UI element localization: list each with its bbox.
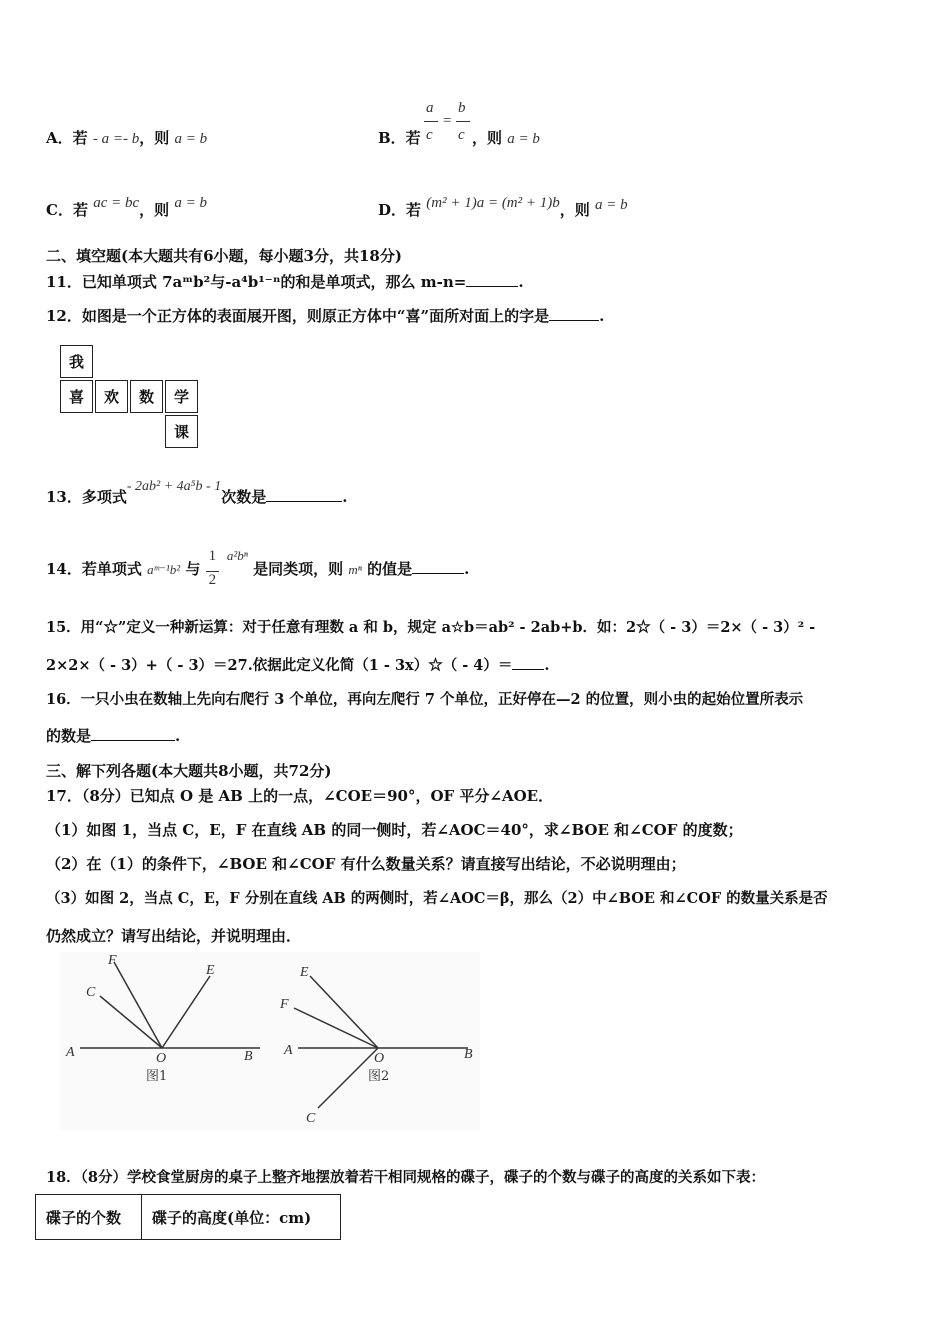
option-d-condition: (m² + 1)a = (m² + 1)b <box>426 195 560 211</box>
answer-blank <box>266 500 342 502</box>
question-15-line2: 2×2×（ - 3）+（ - 3）＝27.依据此定义化简（1 - 3x）☆（ - 4）＝ . <box>46 657 550 674</box>
table-row <box>36 1195 341 1240</box>
section-heading-solve: 三、解下列各题(本大题共8小题，共72分) <box>46 762 332 780</box>
section-heading-fill-in: 二、填空题(本大题共有6小题，每小题3分，共18分) <box>46 247 402 265</box>
question-12: 12．如图是一个正方体的表面展开图，则原正方体中“喜”面所对面上的字是 . <box>46 307 605 325</box>
answer-blank <box>512 668 544 670</box>
net-cell: 数 <box>130 380 163 413</box>
table-header-height: 碟子的高度(单位：cm) <box>142 1195 341 1240</box>
label-c: C <box>86 985 96 1000</box>
option-d: D．若 (m² + 1)a = (m² + 1)b，则 a = b <box>378 195 628 219</box>
option-a-result: a = b <box>174 131 208 147</box>
question-15-line1: 15．用“☆”定义一种新运算：对于任意有理数 a 和 b，规定 a☆b＝ab² - 2ab+b．如：2☆（ - 3）＝2×（ - 3）² - <box>46 619 816 636</box>
option-c: C．若 ac = bc，则 a = b <box>46 195 207 219</box>
question-17-part1: （1）如图 1，当点 C，E，F 在直线 AB 的同一侧时，若∠AOC＝40°，求∠BOE 和∠COF 的度数； <box>46 821 743 839</box>
power-expression: mⁿ <box>348 562 362 577</box>
label-o: O <box>156 1051 167 1066</box>
table-header-count: 碟子的个数 <box>36 1195 142 1240</box>
option-a: A．若 - a =- b，则 a = b <box>46 129 208 147</box>
label-o: O <box>374 1051 385 1066</box>
option-b-result: a = b <box>507 131 540 147</box>
polynomial-expression: - 2ab² + 4a⁵b - 1 <box>126 479 222 494</box>
net-cell: 学 <box>165 380 198 413</box>
angle-figures <box>60 952 480 1130</box>
label-b: B <box>464 1047 473 1062</box>
question-17-part3-cont: 仍然成立？请写出结论，并说明理由． <box>46 927 302 945</box>
label-a: A <box>284 1043 293 1058</box>
monomial-2: a²bⁿ <box>226 548 248 563</box>
figure-1-caption: 图1 <box>146 1069 168 1084</box>
net-cell: 欢 <box>95 380 128 413</box>
answer-blank <box>91 739 175 741</box>
figure-2-caption: 图2 <box>368 1069 390 1084</box>
answer-blank <box>549 319 599 321</box>
question-11: 11．已知单项式 7aᵐb²与-a⁴b¹⁻ⁿ的和是单项式，那么 m-n= . <box>46 273 524 291</box>
question-17-part3: （3）如图 2，当点 C，E，F 分别在直线 AB 的两侧时，若∠AOC＝β，那么（2）中∠BOE 和∠COF 的数量关系是否 <box>46 890 828 907</box>
option-d-result: a = b <box>595 197 628 213</box>
net-cell: 我 <box>60 345 93 378</box>
question-17-stem: 17．（8分）已知点 O 是 AB 上的一点，∠COE＝90°，OF 平分∠AOE． <box>46 787 554 805</box>
option-b: B．若 <box>378 129 421 147</box>
option-a-condition: - a =- b <box>92 131 140 147</box>
label-e: E <box>206 963 215 978</box>
answer-blank <box>466 285 518 287</box>
question-16-line2: 的数是 . <box>46 727 181 745</box>
label-f: F <box>108 953 117 968</box>
label-b: B <box>244 1049 253 1064</box>
label-e: E <box>300 965 309 980</box>
question-16-line1: 16．一只小虫在数轴上先向右爬行 3 个单位，再向左爬行 7 个单位，正好停在—2 的位置，则小虫的起始位置所表示 <box>46 691 804 708</box>
label-c: C <box>306 1111 316 1126</box>
monomial-1: aᵐ⁻¹b² <box>147 562 181 577</box>
cube-net-figure <box>60 345 205 450</box>
plate-table <box>35 1194 341 1240</box>
option-c-condition: ac = bc <box>93 195 140 211</box>
question-17-part2: （2）在（1）的条件下，∠BOE 和∠COF 有什么数量关系？请直接写出结论，不必说明理由； <box>46 855 686 873</box>
answer-blank <box>412 572 464 574</box>
question-14: 14．若单项式 aᵐ⁻¹b² 与 $\frac{1}{2}$ a²bⁿ 是同类项，则 mⁿ 的值是 . <box>46 548 470 588</box>
option-c-result: a = b <box>174 195 207 211</box>
net-cell: 喜 <box>60 380 93 413</box>
question-18: 18．（8分）学校食堂厨房的桌子上整齐地摆放着若干相同规格的碟子，碟子的个数与碟子的高度的关系如下表： <box>46 1169 766 1186</box>
question-13: 13．多项式- 2ab² + 4a⁵b - 1次数是 . <box>46 479 348 506</box>
label-f: F <box>280 997 289 1012</box>
label-a: A <box>66 1045 75 1060</box>
net-cell: 课 <box>165 415 198 448</box>
